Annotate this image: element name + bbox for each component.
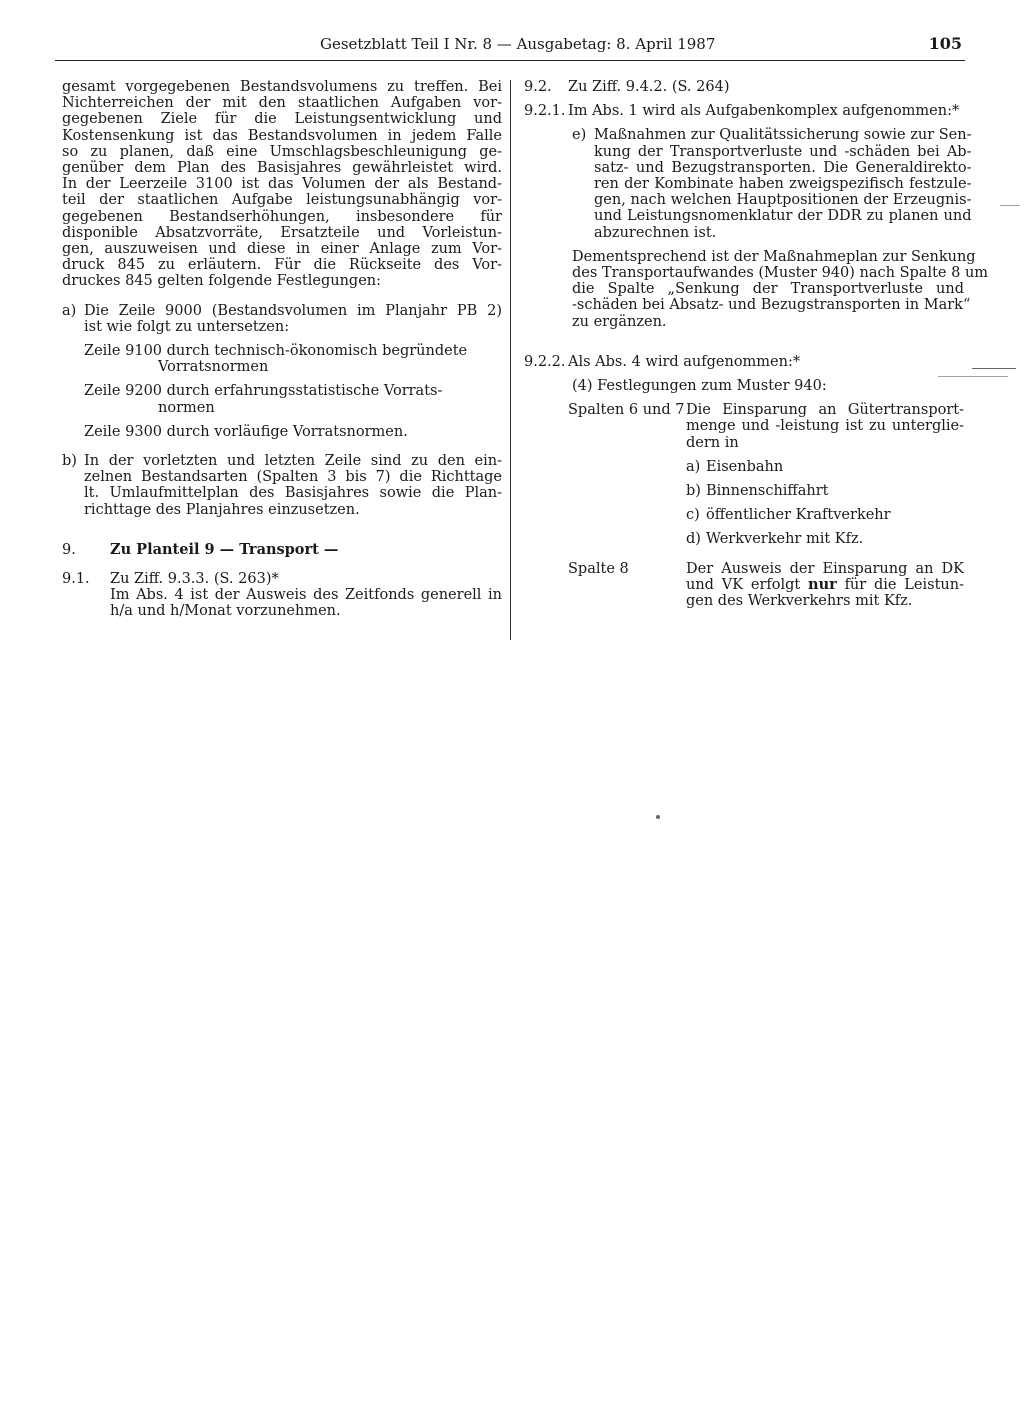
page-number: 105 xyxy=(928,34,962,53)
text-line xyxy=(686,577,964,593)
festlegungen-heading: (4) Festlegungen zum Muster 940: xyxy=(572,378,827,395)
intro-paragraph xyxy=(62,79,502,290)
text-line: genüber dem Plan des Basisjahres gewährleistet wird. xyxy=(62,160,502,177)
text-line: druckes 845 gelten folgende Festlegungen: xyxy=(62,273,382,290)
text-line: die Spalte „Senkung der Transportverluste und xyxy=(572,281,964,298)
scan-artifact xyxy=(972,368,1016,369)
right-column xyxy=(524,79,989,610)
list-item xyxy=(686,531,964,547)
section-9-2-heading xyxy=(524,79,964,95)
text-line: teil der staatlichen Aufgabe leistungsunabhängig vor- xyxy=(62,192,502,209)
text-line: druck 845 zu erläutern. Für die Rückseite des Vor- xyxy=(62,257,502,274)
spalten-6-7-block xyxy=(568,402,964,547)
header-rule xyxy=(55,60,965,61)
text-line: gen, nach welchen Hauptpositionen der Erzeugnis- xyxy=(594,192,972,209)
text-line: In der vorletzten und letzten Zeile sind zu den ein- xyxy=(84,453,502,470)
dementsprechend-paragraph xyxy=(572,248,989,330)
text-line: menge und -leistung ist zu unterglie- xyxy=(686,418,964,435)
text-line: Der Ausweis der Einsparung an DK xyxy=(686,560,964,577)
text-line: satz- und Bezugstransporten. Die Generaldirekto- xyxy=(594,159,972,176)
zeile-row xyxy=(84,424,502,440)
section-title: Als Abs. 4 wird aufgenommen:* xyxy=(568,353,801,370)
list-text: Binnenschiffahrt xyxy=(706,483,829,500)
text-line: dern in xyxy=(686,434,739,451)
section-9-1-text xyxy=(110,587,502,619)
list-item-e xyxy=(572,127,972,241)
section-number: 9.2.1. xyxy=(524,103,566,120)
text-line: zu ergänzen. xyxy=(572,313,667,330)
text-segment: und VK erfolgt xyxy=(686,576,809,593)
text-line: Nichterreichen der mit den staatlichen Aufgaben vor- xyxy=(62,95,502,112)
text-line: In der Leerzeile 3100 ist das Volumen der als Bestand- xyxy=(62,176,502,193)
list-marker: e) xyxy=(572,127,587,144)
text-line: Maßnahmen zur Qualitätssicherung sowie zur Sen- xyxy=(594,127,972,144)
section-title: Zu Ziff. 9.4.2. (S. 264) xyxy=(568,79,730,95)
page-header xyxy=(300,36,964,58)
section-number: 9.2. xyxy=(524,79,552,95)
text-line: Kostensenkung ist das Bestandsvolumen in jedem Falle xyxy=(62,127,502,144)
list-marker: b) xyxy=(62,453,77,470)
section-9-1-heading xyxy=(62,571,502,587)
text-segment: für die Leistun- xyxy=(836,576,964,593)
spalten-label: Spalten 6 und 7 xyxy=(568,402,685,419)
section-number: 9. xyxy=(62,541,76,558)
list-marker: c) xyxy=(686,507,700,524)
text-line: gen des Werkverkehrs mit Kfz. xyxy=(686,593,913,610)
scan-artifact xyxy=(938,376,1008,377)
text-line: gegebenen Bestandserhöhungen, insbesondere für xyxy=(62,208,502,225)
zeile-text: Zeile 9200 durch erfahrungsstatistische Vorrats- xyxy=(84,383,443,400)
spalte-8-block xyxy=(568,561,964,610)
emphasis-text: nur xyxy=(808,575,837,593)
list-item-b xyxy=(62,453,502,518)
zeile-text: Vorratsnormen xyxy=(158,359,269,376)
list-item-a xyxy=(62,303,502,440)
text-line: so zu planen, daß eine Umschlagsbeschleunigung ge- xyxy=(62,143,502,160)
section-9-heading xyxy=(62,542,502,558)
zeile-row xyxy=(84,343,502,375)
text-line: gen, auszuweisen und diese in einer Anlage zum Vor- xyxy=(62,241,502,258)
list-text: Eisenbahn xyxy=(706,458,784,475)
scan-artifact xyxy=(656,815,660,819)
text-line: disponible Absatzvorräte, Ersatzteile und Vorleistun- xyxy=(62,224,502,241)
section-number: 9.2.2. xyxy=(524,353,566,370)
list-marker: b) xyxy=(686,483,701,500)
section-title: Zu Ziff. 9.3.3. (S. 263)* xyxy=(110,571,279,588)
text-line: und Leistungsnomenklatur der DDR zu planen und xyxy=(594,208,972,225)
text-line: ist wie folgt zu untersetzen: xyxy=(84,318,290,335)
text-line: lt. Umlaufmittelplan des Basisjahres sowie die Plan- xyxy=(84,485,502,502)
text-line: gegebenen Ziele für die Leistungsentwicklung und xyxy=(62,111,502,128)
zeile-row xyxy=(84,383,502,415)
section-title: Zu Planteil 9 — Transport — xyxy=(110,540,339,558)
text-line: richttage des Planjahres einzusetzen. xyxy=(84,501,360,518)
text-line: gesamt vorgegebenen Bestandsvolumens zu treffen. Bei xyxy=(62,79,502,95)
zeile-text: Zeile 9100 durch technisch-ökonomisch begründete xyxy=(84,343,468,360)
section-title: Im Abs. 1 wird als Aufgabenkomplex aufgenommen:* xyxy=(568,103,960,120)
text-line: -schäden bei Absatz- und Bezugstransporten in Mark“ xyxy=(572,297,971,314)
header-title: Gesetzblatt Teil I Nr. 8 — Ausgabetag: 8. April 1987 xyxy=(320,35,716,53)
list-marker: a) xyxy=(686,458,701,475)
list-marker: a) xyxy=(62,302,77,319)
text-line: h/a und h/Monat vorzunehmen. xyxy=(110,603,341,620)
list-item xyxy=(686,459,964,475)
text-line: Dementsprechend ist der Maßnahmeplan zur Senkung xyxy=(572,248,976,265)
section-number: 9.1. xyxy=(62,571,90,588)
scan-artifact xyxy=(1000,205,1020,206)
list-marker: d) xyxy=(686,531,701,548)
text-line: Die Zeile 9000 (Bestandsvolumen im Planjahr PB 2) xyxy=(84,302,502,319)
left-column xyxy=(62,79,502,620)
text-line: Die Einsparung an Gütertransport- xyxy=(686,402,964,419)
text-line: des Transportaufwandes (Muster 940) nach Spalte 8 um xyxy=(572,265,989,282)
zeile-text: Zeile 9300 durch vorläufige Vorratsnormen. xyxy=(84,423,408,440)
text-line: Im Abs. 4 ist der Ausweis des Zeitfonds generell in xyxy=(110,587,502,604)
list-text: öffentlicher Kraftverkehr xyxy=(706,507,891,524)
column-divider xyxy=(510,80,511,640)
spalte-label: Spalte 8 xyxy=(568,560,629,577)
text-line: abzurechnen ist. xyxy=(594,224,717,241)
list-item xyxy=(686,483,964,499)
section-9-2-2-heading xyxy=(524,354,964,370)
list-text: Werkverkehr mit Kfz. xyxy=(706,531,864,548)
text-line: zelnen Bestandsarten (Spalten 3 bis 7) die Richttage xyxy=(84,469,502,486)
zeile-text: normen xyxy=(158,399,215,416)
section-9-2-1-heading xyxy=(524,103,964,119)
text-line: kung der Transportverluste und -schäden bei Ab- xyxy=(594,143,972,160)
text-line: ren der Kombinate haben zweigspezifisch festzule- xyxy=(594,176,972,193)
list-item xyxy=(686,507,964,523)
